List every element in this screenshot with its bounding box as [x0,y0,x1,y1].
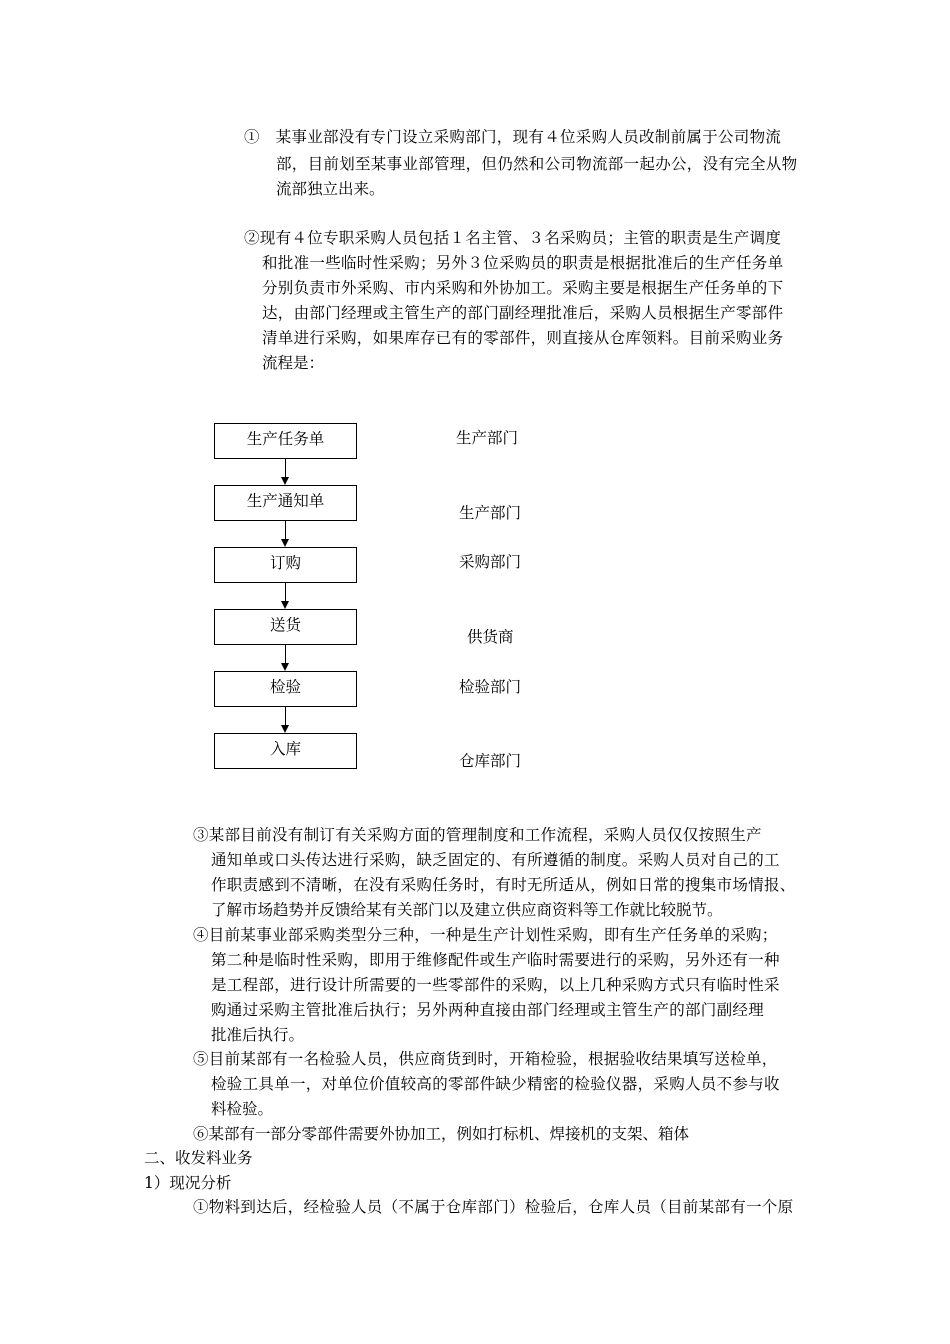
department-label: 仓库部门 [459,752,522,770]
text-line: 批准后执行。 [211,1026,305,1044]
text-line: 达，由部门经理或主管生产的部门副经理批准后，采购人员根据生产零部件 [262,304,784,322]
department-label: 生产部门 [456,429,519,447]
flow-arrow [285,645,286,664]
flow-step-box: 入库 [214,733,357,769]
text-line: 流部独立出来。 [276,180,385,198]
flow-arrow [285,707,286,726]
department-label: 供货商 [467,628,514,646]
text-line: 作职责感到不清晰，在没有采购任务时，有时无所适从，例如日常的搜集市场情报、 [211,876,796,894]
arrow-head [281,725,289,733]
flow-arrow [285,583,286,602]
flow-step-box: 检验 [214,671,357,707]
text-line: 是工程部，进行设计所需要的一些零部件的采购，以上几种采购方式只有临时性采 [211,976,780,994]
department-label: 生产部门 [459,504,522,522]
text-line: ③某部目前没有制订有关采购方面的管理制度和工作流程，采购人员仅仅按照生产 [193,826,762,844]
text-line: ① 某事业部没有专门设立采购部门，现有４位采购人员改制前属于公司物流 [244,128,782,146]
text-line: ⑥某部有一部分零部件需要外协加工，例如打标机、焊接机的支架、箱体 [193,1125,690,1143]
department-label: 检验部门 [459,678,522,696]
department-label: 采购部门 [459,553,522,571]
text-line: 第二种是临时性采购，即用于维修配件或生产临时需要进行的采购，另外还有一种 [211,951,780,969]
text-line: 了解市场趋势并反馈给某有关部门以及建立供应商资料等工作就比较脱节。 [211,901,723,919]
flow-arrow [285,459,286,478]
flow-step-box: 生产通知单 [214,485,357,521]
flow-step-box: 送货 [214,609,357,645]
text-line: ④目前某事业部采购类型分三种，一种是生产计划性采购，即有生产任务单的采购； [193,926,778,944]
text-line: ①物料到达后，经检验人员（不属于仓库部门）检验后，仓库人员（目前某部有一个原 [193,1198,794,1216]
text-line: 清单进行采购，如果库存已有的零部件，则直接从仓库领料。目前采购业务 [262,329,784,347]
text-line: 检验工具单一，对单位价值较高的零部件缺少精密的检验仪器，采购人员不参与收 [211,1075,780,1093]
arrow-head [281,539,289,547]
text-line: 料检验。 [211,1100,274,1118]
section-heading: 二、收发料业务 [144,1149,253,1167]
text-line: ②现有４位专职采购人员包括１名主管、３名采购员；主管的职责是生产调度 [244,229,782,247]
flow-step-box: 订购 [214,547,357,583]
text-line: 通知单或口头传达进行采购，缺乏固定的、有所遵循的制度。采购人员对自己的工 [211,851,780,869]
arrow-head [281,477,289,485]
sub-heading: 1）现况分析 [144,1174,232,1192]
flow-arrow [285,521,286,540]
text-line: 流程是： [262,354,325,372]
arrow-head [281,663,289,671]
text-line: 购通过采购主管批准后执行；另外两种直接由部门经理或主管生产的部门副经理 [211,1001,765,1019]
text-line: 部，目前划至某事业部管理，但仍然和公司物流部一起办公，没有完全从物 [276,155,798,173]
flow-step-box: 生产任务单 [214,423,357,459]
text-line: 分别负责市外采购、市内采购和外协加工。采购主要是根据生产任务单的下 [262,279,784,297]
text-line: ⑤目前某部有一名检验人员，供应商货到时，开箱检验，根据验收结果填写送检单， [193,1050,778,1068]
text-line: 和批准一些临时性采购；另外３位采购员的职责是根据批准后的生产任务单 [262,254,784,272]
arrow-head [281,601,289,609]
